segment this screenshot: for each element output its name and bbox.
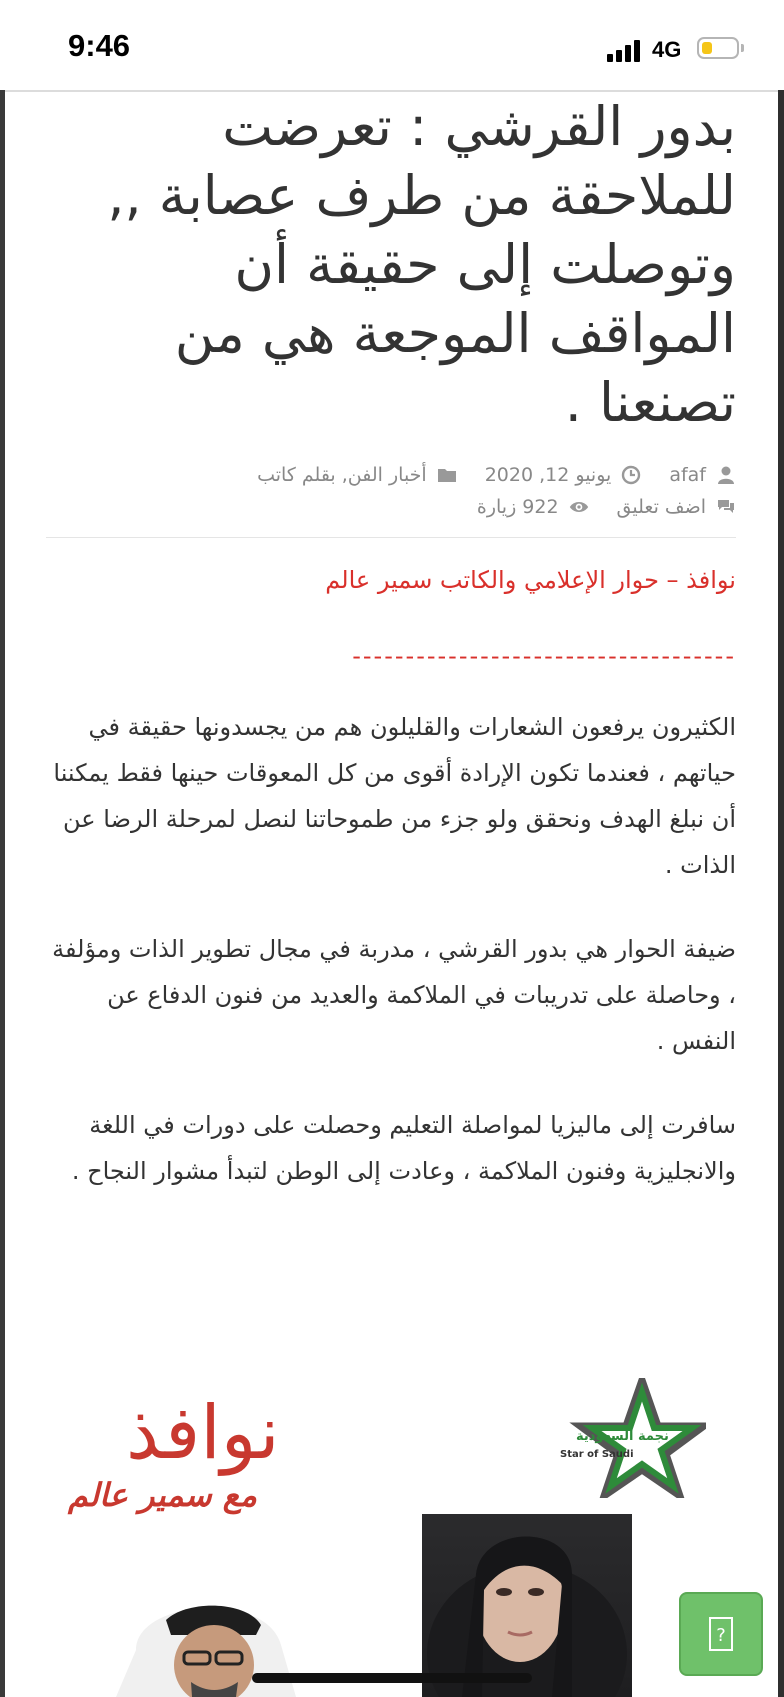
- battery-icon: [697, 37, 739, 59]
- view-count: 922 زيارة: [476, 496, 559, 518]
- user-icon: [716, 465, 736, 485]
- eye-icon: [569, 497, 589, 517]
- meta-divider: [46, 537, 736, 538]
- meta-date: [485, 459, 642, 491]
- guest-photo: [422, 1514, 632, 1697]
- article-meta: [46, 459, 736, 523]
- add-comment-link[interactable]: اضف تعليق: [616, 496, 706, 518]
- article: [46, 92, 736, 1194]
- meta-categories[interactable]: [257, 459, 457, 491]
- help-icon: [706, 1615, 736, 1653]
- status-time: 9:46: [68, 28, 131, 63]
- paragraph: ضيفة الحوار هي بدور القرشي ، مدربة في مجال تطوير الذات ومؤلفة ، وحاصلة على تدريبات في الملاكمة والعديد من فنون الدفاع عن النفس .: [52, 935, 736, 1055]
- paragraph: الكثيرون يرفعون الشعارات والقليلون هم من يجسدونها حقيقة في حياتهم ، فعندما تكون الإرادة أقوى من كل المعوقات حينها فقط يمكننا أن نبلغ الهدف ونحقق ولو جزء من طموحاتنا لنصل لمرحلة الرضا عن الذات .: [53, 713, 736, 879]
- program-title: نوافذ: [126, 1390, 280, 1476]
- status-bar: [0, 0, 784, 92]
- home-indicator[interactable]: [252, 1673, 532, 1683]
- battery-level: [702, 42, 712, 54]
- red-separator: ------------------------------------: [352, 642, 736, 670]
- page-edge-right: [778, 90, 784, 1697]
- meta-views: [477, 491, 589, 523]
- network-label: 4G: [652, 37, 682, 62]
- svg-text:?: ?: [716, 1625, 726, 1646]
- article-image: [46, 1368, 736, 1697]
- page-edge-left: [0, 90, 5, 1697]
- logo-english-text: Star of Saudi: [560, 1449, 634, 1460]
- post-date: يونيو 12, 2020: [484, 464, 612, 486]
- meta-row-1: [46, 459, 736, 491]
- program-subtitle: مع سمير عالم: [68, 1476, 257, 1514]
- folder-icon: [437, 465, 457, 485]
- article-title: بدور القرشي : تعرضت للملاحقة من طرف عصابة ,, وتوصلت إلى حقيقة أن المواقف الموجعة هي من تصنعنا .: [107, 95, 736, 434]
- category-links[interactable]: أخبار الفن, بقلم كاتب: [257, 464, 427, 486]
- comments-icon: [716, 497, 736, 517]
- meta-author[interactable]: [669, 459, 736, 491]
- signal-icon: [607, 38, 643, 62]
- help-button[interactable]: [679, 1592, 763, 1676]
- logo-arabic-text: نجمة السعودية: [576, 1429, 669, 1444]
- battery-cap: [741, 44, 744, 52]
- paragraph: سافرت إلى ماليزيا لمواصلة التعليم وحصلت على دورات في اللغة والانجليزية وفنون الملاكمة ، وعادت إلى الوطن لتبدأ مشوار النجاح .: [71, 1111, 736, 1185]
- author-name[interactable]: afaf: [669, 464, 706, 486]
- meta-comments[interactable]: [617, 491, 736, 523]
- meta-row-2: [46, 491, 736, 523]
- clock-icon: [621, 465, 641, 485]
- article-subtitle: نوافذ – حوار الإعلامي والكاتب سمير عالم: [325, 566, 736, 594]
- star-of-saudi-logo: [536, 1378, 706, 1498]
